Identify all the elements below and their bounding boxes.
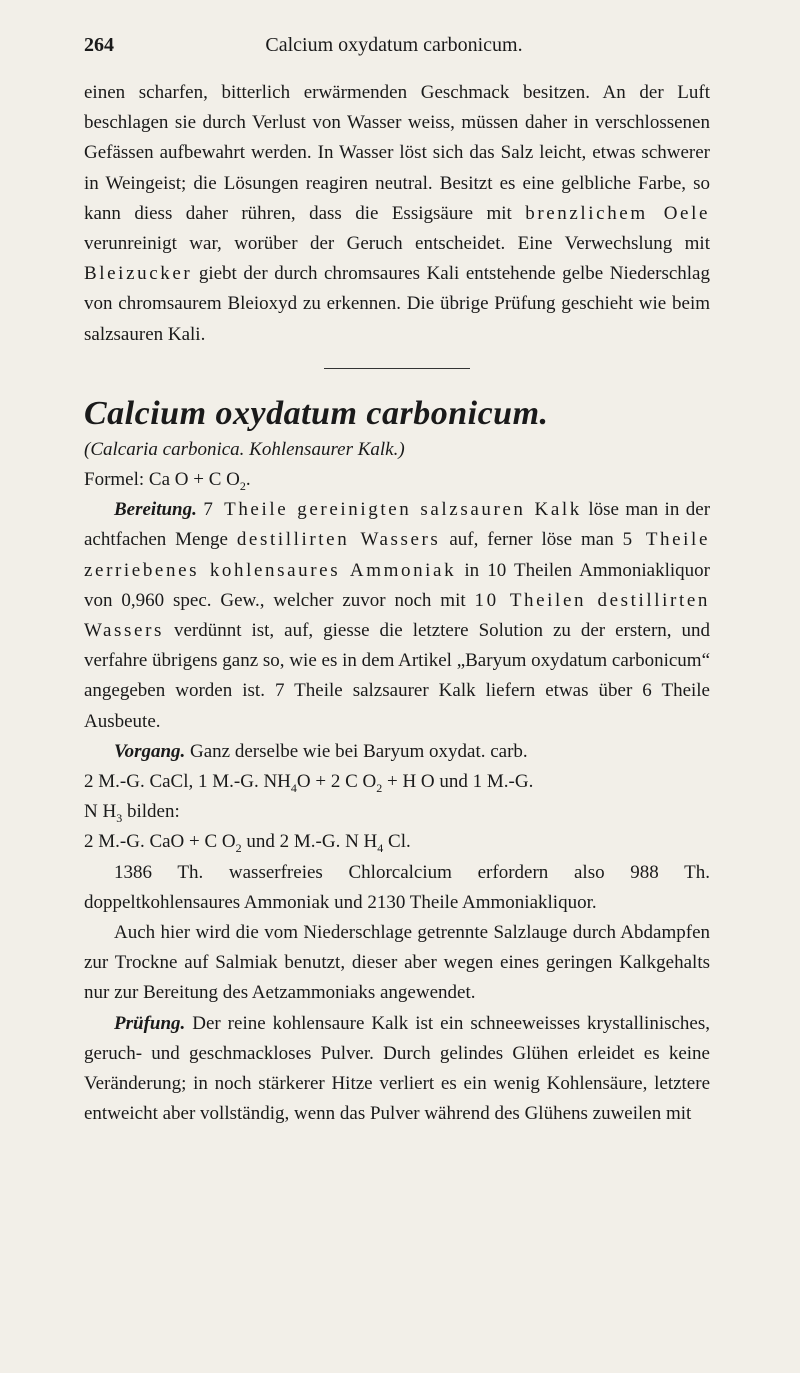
- text-run: auf, ferner löse man: [440, 529, 623, 551]
- page-number: 264: [84, 34, 114, 56]
- section-divider: [324, 368, 470, 369]
- equation-subscript: 4: [377, 841, 384, 856]
- formula-line: [84, 465, 710, 495]
- reaction-equation: [84, 827, 710, 857]
- equation-text: + H O und 1 M.-G.: [382, 771, 534, 793]
- formula-subscript: 2: [239, 478, 246, 493]
- section-synonyms: (Calcaria carbonica. Kohlensaurer Kalk.): [84, 438, 405, 460]
- pruefung-label: Prüfung.: [114, 1012, 186, 1034]
- running-title: Calcium oxydatum carbonicum.: [265, 34, 523, 56]
- page-body: [84, 78, 710, 1130]
- equation-text: N H: [84, 801, 117, 823]
- reaction-equation: [84, 767, 710, 797]
- equation-text: 2 M.-G. CaCl, 1 M.-G. NH: [84, 771, 291, 793]
- equation-text: 2 M.-G. CaO + C O: [84, 831, 236, 853]
- section-title: Calcium oxydatum carbonicum.: [84, 394, 549, 432]
- formula-label: Formel:: [84, 469, 149, 491]
- text-run: Der reine kohlensaure Kalk ist ein schneeweisses krystallinisches, geruch- und geschmackloses Pulver. Durch gelindes Glühen erleidet es keine Veränderung; in noch stärkerer Hitze verliert es ein wenig Kohlensäure, letztere entweicht aber vollständig, wenn das Pulver während des Glühens zuweilen mit: [84, 1012, 710, 1125]
- equation-text: O + 2 C O: [296, 771, 377, 793]
- spaced-term: destillirten Wassers: [236, 529, 441, 551]
- bereitung-label: Bereitung.: [114, 499, 197, 521]
- equation-text: bilden:: [122, 801, 180, 823]
- text-run: giebt der durch chromsaures Kali entstehende gelbe Niederschlag von chromsaurem Bleioxyd zu erkennen. Die übrige Prüfung geschieht wie beim salzsauren Kali.: [84, 263, 710, 345]
- text-run: verdünnt ist, auf, giesse die letztere Solution zu der erstern, und verfahre übrigens ganz so, wie es in dem Artikel „Baryum oxydatum carbonicum“ angegeben worden ist. 7 Theile salzsaurer Kalk liefern etwas über 6 Theile Ausbeute.: [84, 620, 710, 732]
- formula-text: Ca O + C O: [148, 469, 240, 491]
- text-run: in 10 Theilen Ammoniakliquor von 0,960 spec. Gew., welcher zuvor noch mit: [84, 559, 710, 611]
- equation-subscript: 2: [376, 780, 383, 795]
- equation-subscript: 3: [116, 811, 123, 826]
- text-run: einen scharfen, bitterlich erwärmenden Geschmack besitzen. An der Luft beschlagen sie durch Verlust von Wasser weiss, müssen daher in verschlossenen Gefässen aufbewahrt werden. In Wasser löst sich das Salz leicht, etwas schwerer in Weingeist; die Lösungen reagiren neutral. Besitzt es eine gelbliche Farbe, so kann diess daher rühren, dass die Essigsäure mit: [84, 82, 710, 224]
- spaced-term: 7 Theile gereinigten salzsauren Kalk: [203, 499, 582, 521]
- spaced-term: 5 Theile zerriebenes kohlensaures Ammoniak: [84, 529, 710, 581]
- equation-text: und 2 M.-G. N H: [241, 831, 378, 853]
- spaced-term: brenzlichem Oele: [525, 202, 710, 224]
- equation-text: Cl.: [383, 831, 411, 853]
- bereitung-paragraph: [84, 495, 710, 737]
- formula-text: .: [245, 469, 251, 491]
- text-run: Ganz derselbe wie bei Baryum oxydat. carb.: [185, 740, 528, 762]
- text-run: verunreinigt war, worüber der Geruch entscheidet. Eine Verwechslung mit: [84, 233, 710, 255]
- spaced-term: Bleizucker: [84, 263, 193, 285]
- text-run: löse man in der achtfachen Menge: [84, 499, 711, 551]
- pruefung-paragraph: [84, 1009, 710, 1130]
- equation-subscript: 4: [290, 780, 297, 795]
- salzlauge-paragraph: Auch hier wird die vom Niederschlage getrennte Salzlauge durch Abdampfen zur Trockne auf Salmiak benutzt, dieser aber wegen eines geringen Kalkgehalts nur zur Bereitung des Aetzammoniaks angewendet.: [84, 922, 710, 1004]
- quantities-paragraph: 1386 Th. wasserfreies Chlorcalcium erfordern also 988 Th. doppeltkohlensaures Ammoniak und 2130 Theile Ammoniakliquor.: [84, 861, 710, 913]
- intro-paragraph: [84, 78, 710, 350]
- spaced-term: 10 Theilen destillirten Wassers: [84, 589, 710, 642]
- equation-subscript: 2: [235, 841, 242, 856]
- vorgang-label: Vorgang.: [114, 740, 186, 762]
- reaction-equation: [84, 797, 710, 827]
- running-head: [84, 34, 704, 62]
- vorgang-paragraph: [84, 737, 710, 767]
